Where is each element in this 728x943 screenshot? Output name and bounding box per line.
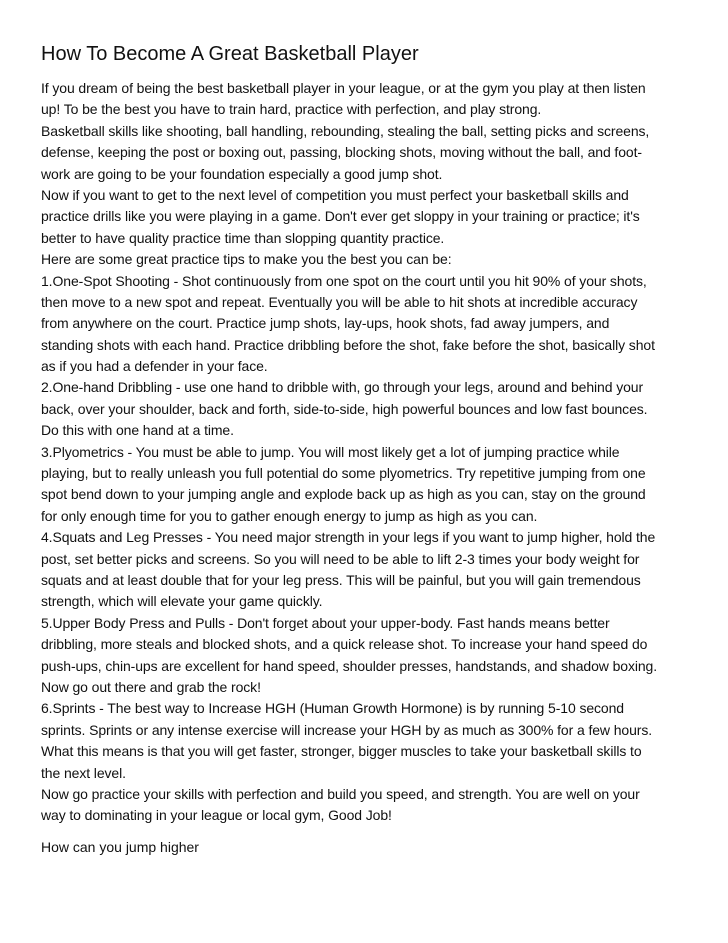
footer-text: How can you jump higher — [41, 838, 199, 855]
text-line: way to dominating in your league or local gym, Good Job! — [41, 807, 392, 824]
text-line: 4.Squats and Leg Presses - You need major strength in your legs if you want to jump higher, hold the — [41, 529, 656, 546]
text-line: Here are some great practice tips to make you the best you can be: — [41, 251, 452, 268]
page-title: How To Become A Great Basketball Player — [41, 43, 419, 65]
document-page — [41, 42, 686, 858]
text-line: squats and at least double that for your leg press. This will be painful, but you will gain tremendous — [41, 571, 641, 588]
text-line: strength, which will elevate your game quickly. — [41, 593, 323, 610]
text-line: defense, keeping the post or boxing out, passing, blocking shots, moving without the ball, and foot- — [41, 144, 642, 161]
text-line: standing shots with each hand. Practice dribbling before the shot, fake before the shot, basically shot — [41, 336, 655, 353]
text-line: If you dream of being the best basketball player in your league, or at the gym you play at then listen — [41, 80, 646, 96]
text-line: 5.Upper Body Press and Pulls - Don't forget about your upper-body. Fast hands means better — [41, 614, 610, 631]
text-line: practice drills like you were playing in a game. Don't ever get sloppy in your training or practice; it's — [41, 208, 640, 225]
text-line: sprints. Sprints or any intense exercise will increase your HGH by as much as 300% for a few hours. — [41, 721, 653, 738]
text-line: playing, but to really unleash you full potential do some plyometrics. Try repetitive jumping from one — [41, 465, 646, 482]
text-line: for only enough time for you to gather enough energy to jump as high as you can. — [41, 507, 538, 524]
text-line: Basketball skills like shooting, ball handling, rebounding, stealing the ball, setting picks and screens, — [41, 122, 650, 139]
text-line: back, over your shoulder, back and forth, side-to-side, high powerful bounces and low fast bounces. — [41, 400, 648, 417]
text-line: push-ups, chin-ups are excellent for hand speed, shoulder presses, handstands, and shadow boxing. — [41, 657, 658, 674]
text-line: 6.Sprints - The best way to Increase HGH (Human Growth Hormone) is by running 5-10 second — [41, 700, 624, 717]
text-line: then move to a new spot and repeat. Eventually you will be able to hit shots at incredible accuracy — [41, 293, 638, 310]
text-line: the next level. — [41, 764, 126, 781]
text-line: better to have quality practice time than slopping quantity practice. — [41, 229, 445, 246]
text-line: Now go out there and grab the rock! — [41, 678, 261, 695]
text-line: Now go practice your skills with perfection and build you speed, and strength. You are well on your — [41, 785, 640, 802]
text-line: Do this with one hand at a time. — [41, 422, 234, 439]
text-line: 3.Plyometrics - You must be able to jump. You will most likely get a lot of jumping practice while — [41, 443, 620, 460]
text-line: 2.One-hand Dribbling - use one hand to dribble with, go through your legs, around and behind your — [41, 379, 644, 396]
text-line: What this means is that you will get faster, stronger, bigger muscles to take your basketball skills to — [41, 743, 642, 760]
text-line: spot bend down to your jumping angle and explode back up as high as you can, stay on the ground — [41, 486, 646, 503]
text-line: work are going to be your foundation especially a good jump shot. — [41, 165, 443, 182]
text-line: Now if you want to get to the next level of competition you must perfect your basketball skills and — [41, 186, 629, 203]
text-line: up! To be the best you have to train hard, practice with perfection, and play strong. — [41, 101, 542, 118]
text-line: 1.One-Spot Shooting - Shot continuously from one spot on the court until you hit 90% of your shots, — [41, 272, 647, 289]
text-line: dribbling, more steals and blocked shots, and a quick release shot. To increase your hand speed do — [41, 636, 648, 653]
text-line: as if you had a defender in your face. — [41, 358, 268, 375]
text-line: post, set better picks and screens. So you will need to be able to lift 2-3 times your body weight for — [41, 550, 640, 567]
text-line: from anywhere on the court. Practice jump shots, lay-ups, hook shots, fad away jumpers, and — [41, 315, 610, 332]
article-body — [41, 78, 686, 827]
